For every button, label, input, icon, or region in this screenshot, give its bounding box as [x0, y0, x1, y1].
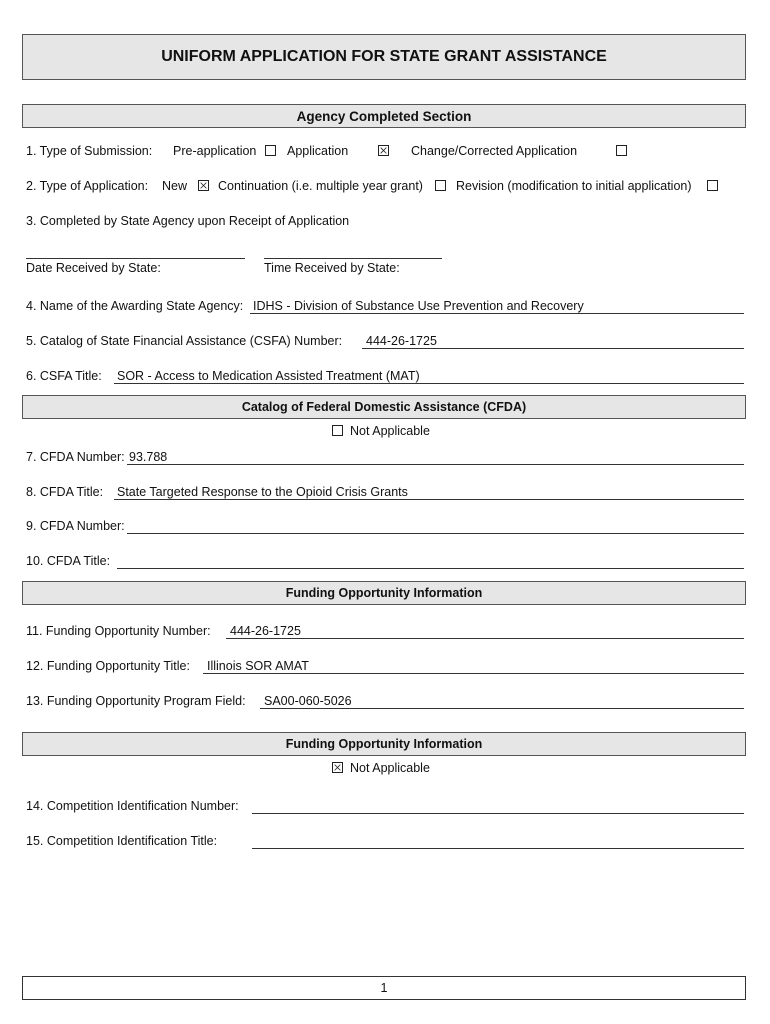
competition-not-applicable-label: Not Applicable — [350, 761, 430, 775]
checkmark-x-icon — [379, 146, 388, 155]
cfda-title-8-field[interactable]: State Targeted Response to the Opioid Crisis Grants — [117, 485, 408, 499]
cfda-number-7-field[interactable]: 93.788 — [129, 450, 168, 464]
program-field-label: 13. Funding Opportunity Program Field: — [26, 694, 246, 708]
cfda-section-header: Catalog of Federal Domestic Assistance (CFDA) — [22, 395, 746, 419]
revision-checkbox[interactable] — [707, 180, 718, 191]
opportunity-number-line — [226, 638, 744, 639]
cfda-not-applicable-label: Not Applicable — [350, 424, 430, 438]
awarding-agency-line — [250, 313, 744, 314]
csfa-title-label: 6. CSFA Title: — [26, 369, 102, 383]
change-corrected-checkbox[interactable] — [616, 145, 627, 156]
cfda-title-8-label: 8. CFDA Title: — [26, 485, 104, 499]
pre-application-checkbox[interactable] — [265, 145, 276, 156]
competition-title-line — [252, 848, 744, 849]
new-label: New — [162, 179, 188, 193]
csfa-number-label: 5. Catalog of State Financial Assistance (CSFA) Number: — [26, 334, 343, 348]
csfa-number-line — [362, 348, 744, 349]
awarding-agency-field[interactable]: IDHS - Division of Substance Use Prevention and Recovery — [253, 299, 584, 313]
cfda-number-7-label: 7. CFDA Number: — [26, 450, 125, 464]
time-received-label: Time Received by State: — [264, 261, 400, 275]
program-field-line — [260, 708, 744, 709]
continuation-checkbox[interactable] — [435, 180, 446, 191]
opportunity-number-label: 11. Funding Opportunity Number: — [26, 624, 211, 638]
new-checkbox[interactable] — [198, 180, 209, 191]
cfda-not-applicable-checkbox[interactable] — [332, 425, 343, 436]
csfa-number-field[interactable]: 444-26-1725 — [366, 334, 437, 348]
change-corrected-label: Change/Corrected Application — [411, 144, 578, 158]
cfda-title-10-label: 10. CFDA Title: — [26, 554, 111, 568]
cfda-title-10-line — [117, 568, 744, 569]
form-title: UNIFORM APPLICATION FOR STATE GRANT ASSISTANCE — [22, 34, 746, 80]
checkmark-x-icon — [333, 763, 342, 772]
continuation-label: Continuation (i.e. multiple year grant) — [218, 179, 423, 193]
submission-type-label: 1. Type of Submission: — [26, 144, 153, 158]
cfda-number-7-line — [127, 464, 744, 465]
date-received-line — [26, 258, 245, 259]
agency-section-header: Agency Completed Section — [22, 104, 746, 128]
time-received-line — [264, 258, 442, 259]
opportunity-number-field[interactable]: 444-26-1725 — [230, 624, 301, 638]
application-label: Application — [287, 144, 349, 158]
funding-section-header: Funding Opportunity Information — [22, 581, 746, 605]
date-received-label: Date Received by State: — [26, 261, 161, 275]
cfda-number-9-label: 9. CFDA Number: — [26, 519, 125, 533]
state-receipt-label: 3. Completed by State Agency upon Receipt of Application — [26, 214, 350, 228]
competition-id-label: 14. Competition Identification Number: — [26, 799, 239, 813]
awarding-agency-label: 4. Name of the Awarding State Agency: — [26, 299, 244, 313]
application-checkbox[interactable] — [378, 145, 389, 156]
cfda-number-9-line — [127, 533, 744, 534]
cfda-title-8-line — [114, 499, 744, 500]
csfa-title-field[interactable]: SOR - Access to Medication Assisted Treatment (MAT) — [117, 369, 420, 383]
competition-section-header: Funding Opportunity Information — [22, 732, 746, 756]
csfa-title-line — [114, 383, 744, 384]
page-number: 1 — [22, 976, 746, 1000]
program-field-value[interactable]: SA00-060-5026 — [264, 694, 352, 708]
revision-label: Revision (modification to initial application) — [456, 179, 692, 193]
competition-title-label: 15. Competition Identification Title: — [26, 834, 218, 848]
application-type-label: 2. Type of Application: — [26, 179, 149, 193]
competition-not-applicable-checkbox[interactable] — [332, 762, 343, 773]
opportunity-title-field[interactable]: Illinois SOR AMAT — [207, 659, 309, 673]
pre-application-label: Pre-application — [173, 144, 257, 158]
opportunity-title-line — [203, 673, 744, 674]
opportunity-title-label: 12. Funding Opportunity Title: — [26, 659, 190, 673]
checkmark-x-icon — [199, 181, 208, 190]
competition-id-line — [252, 813, 744, 814]
